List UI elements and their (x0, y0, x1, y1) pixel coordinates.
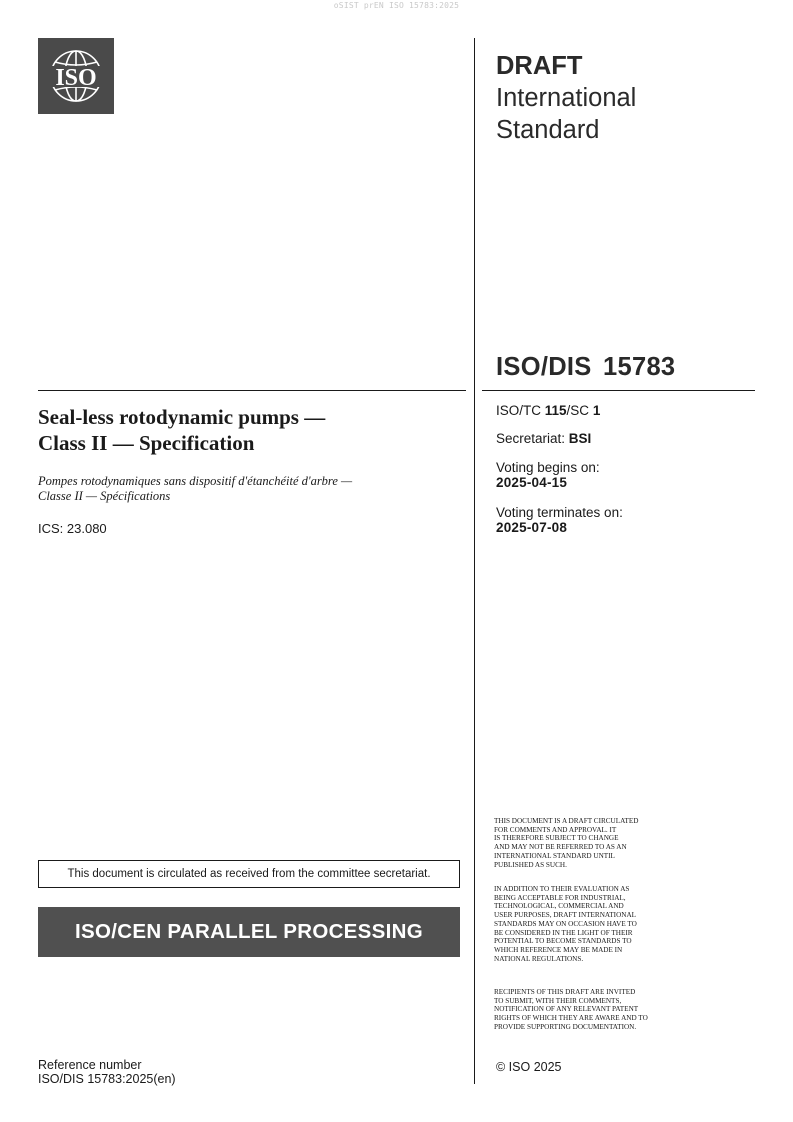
sc-number: 1 (592, 403, 601, 418)
reference-number (38, 1058, 176, 1086)
watermark: oSIST prEN ISO 15783:2025 (333, 1, 460, 10)
draft-line-standard: Standard (496, 116, 600, 144)
disclaimer-line: THIS DOCUMENT IS A DRAFT CIRCULATED (494, 817, 639, 825)
committee-info (496, 403, 756, 418)
secretariat-value: BSI (568, 431, 592, 446)
disclaimer-paragraph-1 (494, 817, 724, 869)
copyright: © ISO 2025 (496, 1060, 562, 1074)
voting-begins-date: 2025-04-15 (496, 475, 568, 490)
voting-terminates-label: Voting terminates on: (496, 505, 623, 520)
disclaimer-line: POTENTIAL TO BECOME STANDARDS TO (494, 937, 632, 946)
secretariat-info (496, 431, 756, 446)
disclaimer-line: IN ADDITION TO THEIR EVALUATION AS (494, 885, 630, 893)
divider-left (38, 390, 466, 391)
disclaimer-line: WHICH REFERENCE MAY BE MADE IN (494, 945, 623, 954)
draft-label: DRAFT (496, 52, 583, 80)
voting-terminates (496, 505, 756, 535)
reference-value: ISO/DIS 15783:2025(en) (38, 1072, 176, 1086)
disclaimer-line: NATIONAL REGULATIONS. (494, 954, 584, 963)
document-title (38, 404, 458, 456)
disclaimer-line: STANDARDS MAY ON OCCASION HAVE TO (494, 919, 637, 928)
subtitle-line-1: Pompes rotodynamiques sans dispositif d'étanchéité d'arbre — (38, 474, 353, 488)
reference-label: Reference number (38, 1058, 142, 1072)
disclaimer-paragraph-3 (494, 988, 724, 1032)
disclaimer-line: BE CONSIDERED IN THE LIGHT OF THEIR (494, 928, 633, 937)
document-subtitle-french (38, 474, 458, 504)
disclaimer-line: INTERNATIONAL STANDARD UNTIL (494, 851, 615, 860)
disclaimer-line: NOTIFICATION OF ANY RELEVANT PATENT (494, 1005, 639, 1014)
draft-line-international: International (496, 84, 637, 112)
ics-code: ICS: 23.080 (38, 521, 107, 536)
voting-terminates-date: 2025-07-08 (496, 520, 568, 535)
disclaimer-line: TO SUBMIT, WITH THEIR COMMENTS, (494, 996, 622, 1005)
title-line-1: Seal-less rotodynamic pumps — (38, 405, 326, 429)
circulated-note: This document is circulated as received from the committee secretariat. (38, 860, 460, 888)
tc-number: 115 (544, 403, 567, 418)
title-line-2: Class II — Specification (38, 431, 255, 455)
disclaimer-line: FOR COMMENTS AND APPROVAL. IT (494, 825, 617, 834)
sc-prefix: /SC (566, 403, 593, 418)
column-divider (474, 38, 475, 1084)
disclaimer-line: PROVIDE SUPPORTING DOCUMENTATION. (494, 1022, 637, 1031)
disclaimer-line: BEING ACCEPTABLE FOR INDUSTRIAL, (494, 893, 626, 902)
iso-logo (38, 38, 114, 114)
draft-standard-heading (496, 50, 756, 146)
disclaimer-paragraph-2 (494, 885, 724, 963)
disclaimer-line: USER PURPOSES, DRAFT INTERNATIONAL (494, 911, 637, 920)
document-number: ISO/DIS 15783 (496, 353, 676, 381)
disclaimer-line: RECIPIENTS OF THIS DRAFT ARE INVITED (494, 988, 636, 996)
disclaimer-line: PUBLISHED AS SUCH. (494, 860, 567, 869)
divider-right (482, 390, 755, 391)
voting-begins (496, 460, 756, 490)
disclaimer-line: IS THEREFORE SUBJECT TO CHANGE (494, 834, 619, 843)
disclaimer-line: TECHNOLOGICAL, COMMERCIAL AND (494, 902, 624, 911)
tc-prefix: ISO/TC (496, 403, 545, 418)
disclaimer-line: AND MAY NOT BE REFERRED TO AS AN (494, 843, 627, 852)
iso-logo-text: ISO (55, 65, 97, 91)
secretariat-label: Secretariat: (496, 431, 569, 446)
disclaimer-line: RIGHTS OF WHICH THEY ARE AWARE AND TO (494, 1014, 648, 1023)
voting-begins-label: Voting begins on: (496, 460, 600, 475)
subtitle-line-2: Classe II — Spécifications (38, 489, 171, 503)
iso-globe-logo-icon (38, 38, 114, 114)
parallel-processing-banner: ISO/CEN PARALLEL PROCESSING (38, 907, 460, 957)
